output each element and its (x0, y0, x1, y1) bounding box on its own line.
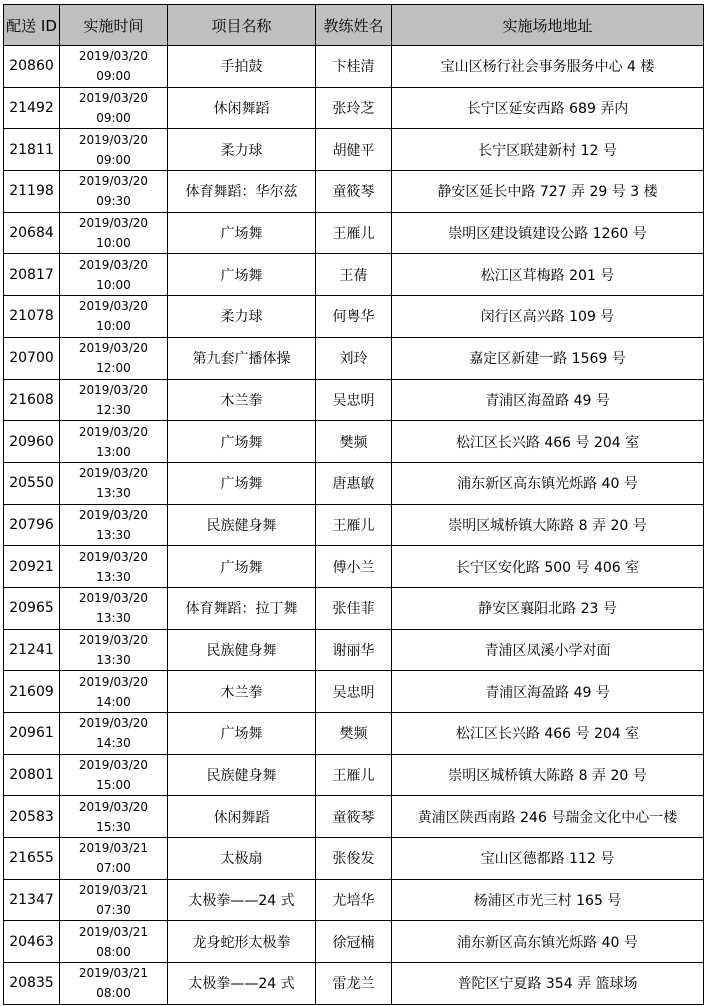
coach-cell: 尤培华 (316, 879, 392, 921)
project-cell: 广场舞 (168, 713, 316, 755)
date-text: 2019/03/20 (78, 716, 149, 731)
delivery-id-cell: 21347 (4, 879, 60, 921)
clock-time-text: 13:30 (96, 527, 131, 542)
time-cell (60, 671, 168, 713)
table-row (4, 504, 704, 546)
delivery-id-cell: 21078 (4, 296, 60, 338)
address-cell: 松江区长兴路 466 号 204 室 (392, 713, 704, 755)
date-text: 2019/03/20 (78, 132, 149, 147)
coach-cell: 童筱琴 (316, 796, 392, 838)
delivery-id-cell: 20835 (4, 963, 60, 1005)
delivery-id-cell: 20860 (4, 46, 60, 88)
coach-cell: 吴忠明 (316, 671, 392, 713)
clock-time-text: 10:00 (96, 236, 131, 251)
coach-cell: 童筱琴 (316, 171, 392, 213)
header-delivery-id: 配送 ID (4, 5, 60, 46)
time-cell (60, 296, 168, 338)
coach-cell: 王雁儿 (316, 754, 392, 796)
address-cell: 青浦区海盈路 49 号 (392, 671, 704, 713)
date-text: 2019/03/21 (78, 966, 149, 981)
delivery-id-cell: 20801 (4, 754, 60, 796)
coach-cell: 谢丽华 (316, 629, 392, 671)
coach-cell: 何粤华 (316, 296, 392, 338)
coach-cell: 傅小兰 (316, 546, 392, 588)
table-row (4, 713, 704, 755)
project-cell: 休闲舞蹈 (168, 796, 316, 838)
time-cell (60, 46, 168, 88)
table-row (4, 754, 704, 796)
table-row (4, 963, 704, 1005)
project-cell: 木兰拳 (168, 671, 316, 713)
time-cell (60, 879, 168, 921)
address-cell: 崇明区建设镇建设公路 1260 号 (392, 212, 704, 254)
clock-time-text: 09:00 (96, 69, 131, 84)
date-text: 2019/03/20 (78, 549, 149, 564)
date-text: 2019/03/20 (78, 507, 149, 522)
address-cell: 青浦区凤溪小学对面 (392, 629, 704, 671)
delivery-id-cell: 21198 (4, 171, 60, 213)
coach-cell: 张佳菲 (316, 587, 392, 629)
time-cell (60, 379, 168, 421)
table-row (4, 587, 704, 629)
table-row (4, 796, 704, 838)
table-row (4, 379, 704, 421)
schedule-table (3, 4, 704, 1005)
table-body (4, 46, 704, 1005)
time-cell (60, 754, 168, 796)
time-cell (60, 713, 168, 755)
clock-time-text: 14:30 (96, 736, 131, 751)
coach-cell: 吴忠明 (316, 379, 392, 421)
address-cell: 松江区长兴路 466 号 204 室 (392, 421, 704, 463)
address-cell: 杨浦区市光三村 165 号 (392, 879, 704, 921)
project-cell: 休闲舞蹈 (168, 87, 316, 129)
table-row (4, 629, 704, 671)
delivery-id-cell: 20796 (4, 504, 60, 546)
project-cell: 体育舞蹈：华尔兹 (168, 171, 316, 213)
project-cell: 柔力球 (168, 296, 316, 338)
address-cell: 静安区襄阳北路 23 号 (392, 587, 704, 629)
project-cell: 木兰拳 (168, 379, 316, 421)
delivery-id-cell: 20463 (4, 921, 60, 963)
coach-cell: 王雁儿 (316, 212, 392, 254)
date-text: 2019/03/21 (78, 883, 149, 898)
table-row (4, 546, 704, 588)
address-cell: 崇明区城桥镇大陈路 8 弄 20 号 (392, 754, 704, 796)
clock-time-text: 10:00 (96, 319, 131, 334)
date-text: 2019/03/20 (78, 632, 149, 647)
time-cell (60, 212, 168, 254)
time-cell (60, 462, 168, 504)
date-text: 2019/03/20 (78, 382, 149, 397)
date-text: 2019/03/20 (78, 299, 149, 314)
clock-time-text: 09:00 (96, 111, 131, 126)
table-row (4, 421, 704, 463)
delivery-id-cell: 20965 (4, 587, 60, 629)
clock-time-text: 07:30 (96, 903, 131, 918)
delivery-id-cell: 21811 (4, 129, 60, 171)
coach-cell: 唐惠敏 (316, 462, 392, 504)
table-row (4, 838, 704, 880)
date-text: 2019/03/20 (78, 424, 149, 439)
clock-time-text: 09:30 (96, 194, 131, 209)
address-cell: 青浦区海盈路 49 号 (392, 379, 704, 421)
header-project: 项目名称 (168, 5, 316, 46)
time-cell (60, 921, 168, 963)
table-row (4, 46, 704, 88)
project-cell: 龙身蛇形太极拳 (168, 921, 316, 963)
project-cell: 太极扇 (168, 838, 316, 880)
delivery-id-cell: 20960 (4, 421, 60, 463)
date-text: 2019/03/20 (78, 466, 149, 481)
delivery-id-cell: 21609 (4, 671, 60, 713)
address-cell: 宝山区杨行社会事务服务中心 4 楼 (392, 46, 704, 88)
time-cell (60, 963, 168, 1005)
coach-cell: 胡健平 (316, 129, 392, 171)
clock-time-text: 08:00 (96, 944, 131, 959)
date-text: 2019/03/20 (78, 257, 149, 272)
header-time: 实施时间 (60, 5, 168, 46)
project-cell: 太极拳——24 式 (168, 879, 316, 921)
delivery-id-cell: 20550 (4, 462, 60, 504)
delivery-id-cell: 20684 (4, 212, 60, 254)
project-cell: 民族健身舞 (168, 504, 316, 546)
time-cell (60, 129, 168, 171)
project-cell: 体育舞蹈：拉丁舞 (168, 587, 316, 629)
date-text: 2019/03/20 (78, 591, 149, 606)
address-cell: 静安区延长中路 727 弄 29 号 3 楼 (392, 171, 704, 213)
project-cell: 太极拳——24 式 (168, 963, 316, 1005)
project-cell: 手拍鼓 (168, 46, 316, 88)
clock-time-text: 15:30 (96, 819, 131, 834)
header-coach: 教练姓名 (316, 5, 392, 46)
time-cell (60, 838, 168, 880)
date-text: 2019/03/20 (78, 674, 149, 689)
project-cell: 广场舞 (168, 462, 316, 504)
header-address: 实施场地地址 (392, 5, 704, 46)
address-cell: 长宁区延安西路 689 弄内 (392, 87, 704, 129)
project-cell: 广场舞 (168, 212, 316, 254)
address-cell: 浦东新区高东镇光烁路 40 号 (392, 462, 704, 504)
coach-cell: 樊频 (316, 421, 392, 463)
coach-cell: 王蒨 (316, 254, 392, 296)
coach-cell: 刘玲 (316, 337, 392, 379)
project-cell: 广场舞 (168, 421, 316, 463)
table-row (4, 921, 704, 963)
delivery-id-cell: 20700 (4, 337, 60, 379)
time-cell (60, 337, 168, 379)
delivery-id-cell: 21241 (4, 629, 60, 671)
clock-time-text: 08:00 (96, 986, 131, 1001)
delivery-id-cell: 20921 (4, 546, 60, 588)
delivery-id-cell: 20817 (4, 254, 60, 296)
delivery-id-cell: 21492 (4, 87, 60, 129)
time-cell (60, 629, 168, 671)
date-text: 2019/03/21 (78, 924, 149, 939)
clock-time-text: 13:00 (96, 444, 131, 459)
table-row (4, 254, 704, 296)
coach-cell: 王雁儿 (316, 504, 392, 546)
address-cell: 宝山区德都路 112 号 (392, 838, 704, 880)
time-cell (60, 421, 168, 463)
coach-cell: 徐冠楠 (316, 921, 392, 963)
date-text: 2019/03/20 (78, 758, 149, 773)
clock-time-text: 13:30 (96, 486, 131, 501)
time-cell (60, 87, 168, 129)
project-cell: 民族健身舞 (168, 629, 316, 671)
delivery-id-cell: 21608 (4, 379, 60, 421)
clock-time-text: 15:00 (96, 778, 131, 793)
clock-time-text: 12:00 (96, 361, 131, 376)
delivery-id-cell: 20583 (4, 796, 60, 838)
clock-time-text: 13:30 (96, 569, 131, 584)
address-cell: 闵行区高兴路 109 号 (392, 296, 704, 338)
header-row (4, 5, 704, 46)
coach-cell: 张玲芝 (316, 87, 392, 129)
project-cell: 第九套广播体操 (168, 337, 316, 379)
address-cell: 浦东新区高东镇光烁路 40 号 (392, 921, 704, 963)
coach-cell: 樊频 (316, 713, 392, 755)
table-row (4, 87, 704, 129)
project-cell: 广场舞 (168, 546, 316, 588)
time-cell (60, 546, 168, 588)
time-cell (60, 504, 168, 546)
date-text: 2019/03/21 (78, 841, 149, 856)
clock-time-text: 10:00 (96, 277, 131, 292)
table-row (4, 337, 704, 379)
project-cell: 柔力球 (168, 129, 316, 171)
time-cell (60, 254, 168, 296)
time-cell (60, 587, 168, 629)
delivery-id-cell: 21655 (4, 838, 60, 880)
coach-cell: 张俊发 (316, 838, 392, 880)
clock-time-text: 13:30 (96, 611, 131, 626)
table-row (4, 671, 704, 713)
project-cell: 广场舞 (168, 254, 316, 296)
table-row (4, 462, 704, 504)
address-cell: 普陀区宁夏路 354 弄 篮球场 (392, 963, 704, 1005)
clock-time-text: 14:00 (96, 694, 131, 709)
project-cell: 民族健身舞 (168, 754, 316, 796)
date-text: 2019/03/20 (78, 91, 149, 106)
address-cell: 长宁区联建新村 12 号 (392, 129, 704, 171)
address-cell: 嘉定区新建一路 1569 号 (392, 337, 704, 379)
date-text: 2019/03/20 (78, 341, 149, 356)
table-row (4, 129, 704, 171)
date-text: 2019/03/20 (78, 49, 149, 64)
date-text: 2019/03/20 (78, 216, 149, 231)
clock-time-text: 07:00 (96, 861, 131, 876)
table-row (4, 296, 704, 338)
address-cell: 长宁区安化路 500 号 406 室 (392, 546, 704, 588)
delivery-id-cell: 20961 (4, 713, 60, 755)
clock-time-text: 09:00 (96, 152, 131, 167)
time-cell (60, 171, 168, 213)
table-row (4, 212, 704, 254)
clock-time-text: 12:30 (96, 402, 131, 417)
coach-cell: 雷龙兰 (316, 963, 392, 1005)
table-row (4, 879, 704, 921)
address-cell: 黄浦区陕西南路 246 号瑞金文化中心一楼 (392, 796, 704, 838)
table-row (4, 171, 704, 213)
address-cell: 松江区茸梅路 201 号 (392, 254, 704, 296)
address-cell: 崇明区城桥镇大陈路 8 弄 20 号 (392, 504, 704, 546)
date-text: 2019/03/20 (78, 799, 149, 814)
clock-time-text: 13:30 (96, 652, 131, 667)
date-text: 2019/03/20 (78, 174, 149, 189)
time-cell (60, 796, 168, 838)
coach-cell: 卞桂清 (316, 46, 392, 88)
